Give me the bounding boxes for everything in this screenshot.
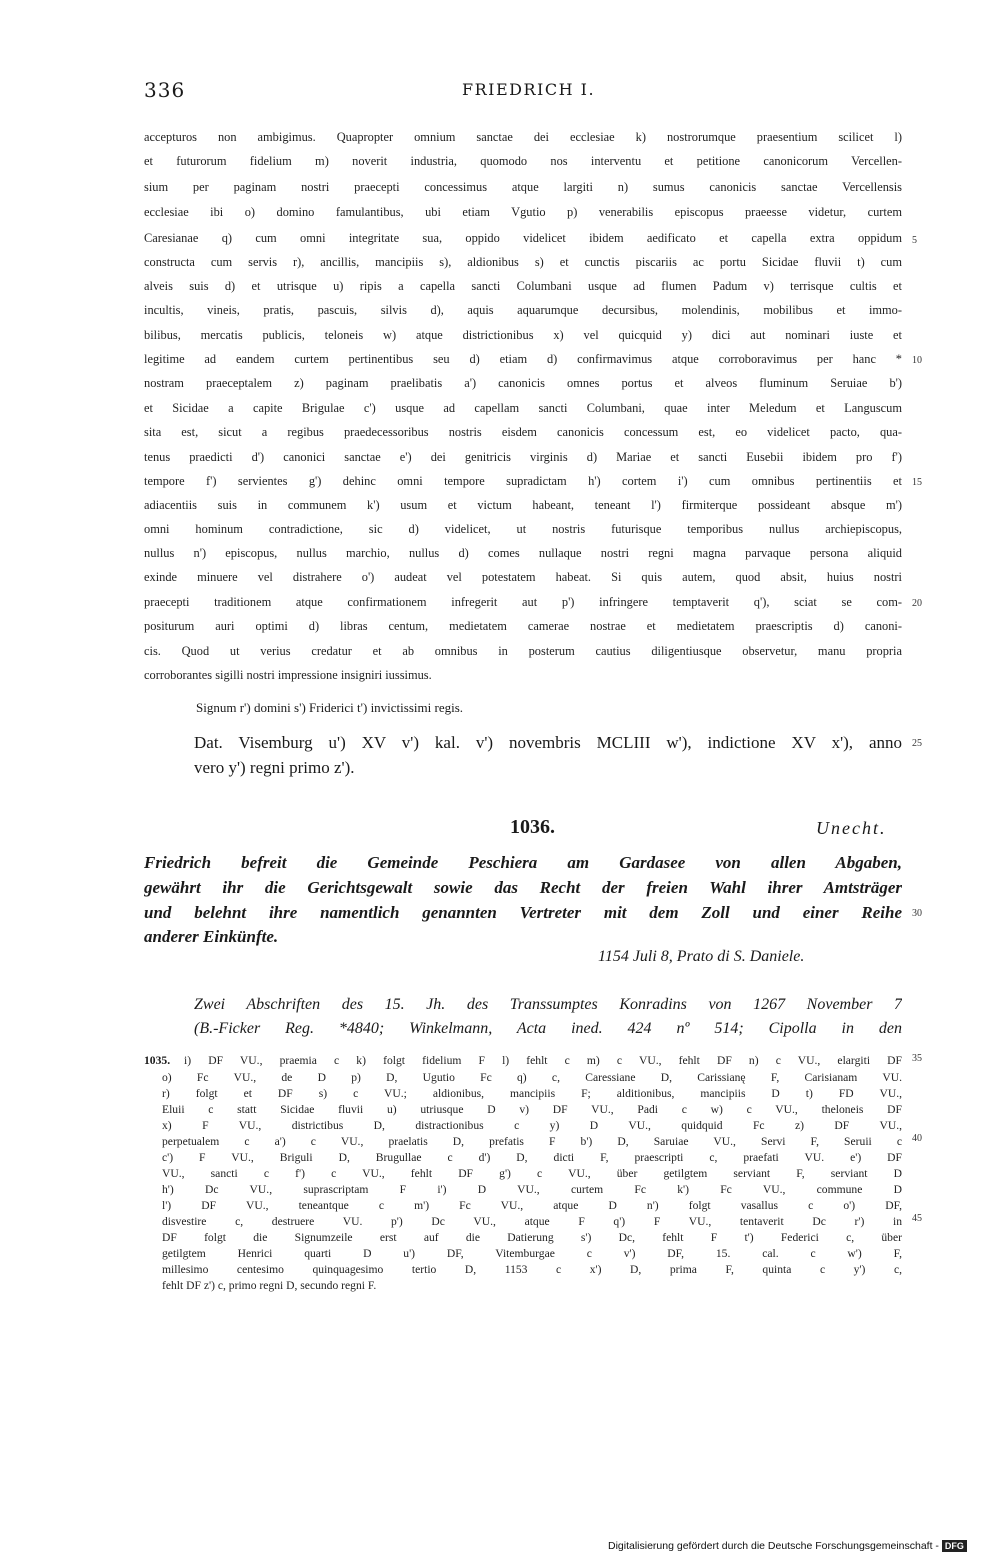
regest-line: gewährt ihr die Gerichtsgewalt sowie das Recht der freien Wahl ihrer Amtsträger: [144, 878, 902, 897]
notes-label: 1035.: [144, 1054, 171, 1067]
line-number: 30: [912, 908, 922, 919]
text-line: legitime ad eandem curtem pertinentibus seu d) etiam d) confirmavimus atque corroboravimus per hanc *: [144, 352, 902, 366]
line-number: 5: [912, 235, 917, 246]
line-number: 25: [912, 738, 922, 749]
note-line: r) folgt et DF s) c VU.; aldionibus, mancipiis F; alditionibus, mancipiis D t) FD VU.,: [162, 1087, 902, 1100]
text-line: tempore f') servientes g') dehinc omni tempore supradictam h') cortem i') cum omnibus pertinentiis et: [144, 474, 902, 488]
note-line: h') Dc VU., suprascriptam F i') D VU., curtem Fc k') Fc VU., commune D: [162, 1183, 902, 1196]
note-line: i) DF VU., praemia c k) folgt fidelium F l) fehlt c m) c VU., fehlt DF n) c VU., elargiti DF: [184, 1054, 902, 1067]
text-line: tenus praedicti d') canonici sanctae e') dei genitricis virginis d) Mariae et sancti Eusebii ibidem pro f'): [144, 450, 902, 464]
note-line: disvestire c, destruere VU. p') Dc VU., atque F q') F VU., tentaverit Dc r') in: [162, 1215, 902, 1228]
text-line: constructa cum servis r), ancillis, mancipiis s), aldionibus s) et cunctis piscariis ac portu Sicidae fluvii t) cum: [144, 255, 902, 269]
text-line: positurum auri optimi d) libras centum, medietatem camerae nostrae et medietatem praescriptis d) canoni-: [144, 619, 902, 633]
signum-line: Signum r') domini s') Friderici t') invictissimi regis.: [196, 700, 464, 715]
text-line: incultis, vineis, pratis, pascuis, silvis d), aquis aquarumque decursibus, molendinis, mobilibus et immo-: [144, 303, 902, 317]
dfg-logo: DFG: [942, 1540, 967, 1552]
text-line: sium per paginam nostri praecepti concessimus atque largiti n) sumus canonicis sanctae Vercellensis: [144, 180, 902, 194]
note-line: fehlt DF z') c, primo regni D, secundo regni F.: [162, 1279, 377, 1292]
note-line: x) F VU., districtibus D, distractionibus c y) D VU., quidquid Fc z) DF VU.,: [162, 1119, 902, 1132]
note-line: o) Fc VU., de D p) D, Ugutio Fc q) c, Caressiane D, Carissianę F, Carisianam VU.: [162, 1071, 902, 1084]
text-line: corroborantes sigilli nostri impressione insigniri iussimus.: [144, 668, 432, 682]
date-place: 1154 Juli 8, Prato di S. Daniele.: [598, 948, 805, 965]
note-line: DF folgt die Signumzeile erst auf die Datierung s') Dc, fehlt F t') Federici c, über: [162, 1231, 902, 1244]
datum-line: vero y') regni primo z').: [194, 758, 355, 777]
text-line: Caresianae q) cum omni integritate sua, oppido videlicet ibidem aedificato et capella extra oppidum: [144, 231, 902, 245]
note-line: Eluii c statt Sicidae fluvii u) utriusque D v) DF VU., Padi c w) c VU., theloneis DF: [162, 1103, 902, 1116]
tradition-line: (B.-Ficker Reg. *4840; Winkelmann, Acta ined. 424 nº 514; Cipolla in den: [194, 1020, 902, 1037]
regest-line: und belehnt ihre namentlich genannten Vertreter mit dem Zoll und einer Reihe: [144, 903, 902, 922]
text-line: exinde minuere vel distrahere o') audeat vel potestatem habeat. Si quis autem, quod absit, huius nostri: [144, 570, 902, 584]
note-line: perpetualem c a') c VU., praelatis D, prefatis F b') D, Saruiae VU., Servi F, Seruii c: [162, 1135, 902, 1148]
text-line: bilibus, mercatis publicis, teloneis w) atque districtionibus x) vel quicquid y) dici aut nominari iuste et: [144, 328, 902, 342]
note-line: c') F VU., Briguli D, Brugullae c d') D, dicti F, praescripti c, praefati VU. e') DF: [162, 1151, 902, 1164]
text-line: nostram praeceptalem z) paginam praelibatis a') canonicis omnes portus et alveos fluminum Seruiae b'): [144, 376, 902, 390]
line-number: 35: [912, 1053, 922, 1064]
line-number: 20: [912, 598, 922, 609]
note-line: VU., sancti c f') c VU., fehlt DF g') c VU., über getilgtem serviant F, serviant D: [162, 1167, 902, 1180]
datum-line: Dat. Visemburg u') XV v') kal. v') novembris MCLIII w'), indictione XV x'), anno: [194, 733, 902, 752]
line-number: 15: [912, 477, 922, 488]
text-line: sita est, sicut a regibus praedecessoribus nostris eisdem canonicis concessum est, eo videlicet pacto, qua-: [144, 425, 902, 439]
note-line: l') DF VU., teneantque c m') Fc VU., atque D n') folgt vasallus c o') DF,: [162, 1199, 902, 1212]
note-line: millesimo centesimo quinquagesimo tertio D, 1153 c x') D, prima F, quinta c y') c,: [162, 1263, 902, 1276]
note-line: getilgtem Henrici quarti D u') DF, Vitemburgae c v') DF, 15. cal. c w') F,: [162, 1247, 902, 1260]
page-number: 336: [144, 78, 186, 102]
text-line: adiacentiis suis in communem k') usum et victum habeant, teneant l') firmiterque possideant absque m'): [144, 498, 902, 512]
text-line: et futurorum fidelium m) noverit industria, quomodo nos interventu et petitione canonicorum Vercellen-: [144, 154, 902, 168]
text-line: omni hominum contradictione, sic d) videlicet, ut nostris futurisque temporibus nullus archiepiscopus,: [144, 522, 902, 536]
line-number: 10: [912, 355, 922, 366]
regest-line: anderer Einkünfte.: [144, 927, 279, 946]
text-line: et Sicidae a capite Brigulae c') usque ad capellam sancti Columbani, quae inter Meledum et Languscum: [144, 401, 902, 415]
tradition-line: Zwei Abschriften des 15. Jh. des Transsumptes Konradins von 1267 November 7: [194, 996, 902, 1013]
text-line: praecepti traditionem atque confirmationem infregerit aut p') infringere temptaverit q'), sciat se com-: [144, 595, 902, 609]
text-line: cis. Quod ut verius credatur et ab omnibus in posterum cautius diligentiusque observetur, manu propria: [144, 644, 902, 658]
document-number: 1036.: [510, 816, 555, 838]
line-number: 40: [912, 1133, 922, 1144]
footer-text: Digitalisierung gefördert durch die Deutsche Forschungsgemeinschaft -: [608, 1540, 939, 1552]
text-line: accepturos non ambigimus. Quapropter omnium sanctae dei ecclesiae k) nostrorumque praesentium scilicet l): [144, 130, 902, 144]
text-line: nullus n') episcopus, nullus marchio, nullus d) comes nullaque nostri regni magna parvaque persona aliquid: [144, 546, 902, 560]
funding-footer: [608, 1540, 967, 1552]
running-title: FRIEDRICH I.: [462, 80, 596, 99]
regest-line: Friedrich befreit die Gemeinde Peschiera am Gardasee von allen Abgaben,: [144, 853, 902, 872]
line-number: 45: [912, 1213, 922, 1224]
text-line: ecclesiae ibi o) domino famulantibus, ubi etiam Vgutio p) venerabilis episcopus praeesse videtur, curtem: [144, 205, 902, 219]
text-line: alveis suis d) et utrisque u) ripis a capella sancti Columbani usque ad flumen Padum v) terrisque cultis et: [144, 279, 902, 293]
authenticity-label: Unecht.: [816, 818, 887, 838]
